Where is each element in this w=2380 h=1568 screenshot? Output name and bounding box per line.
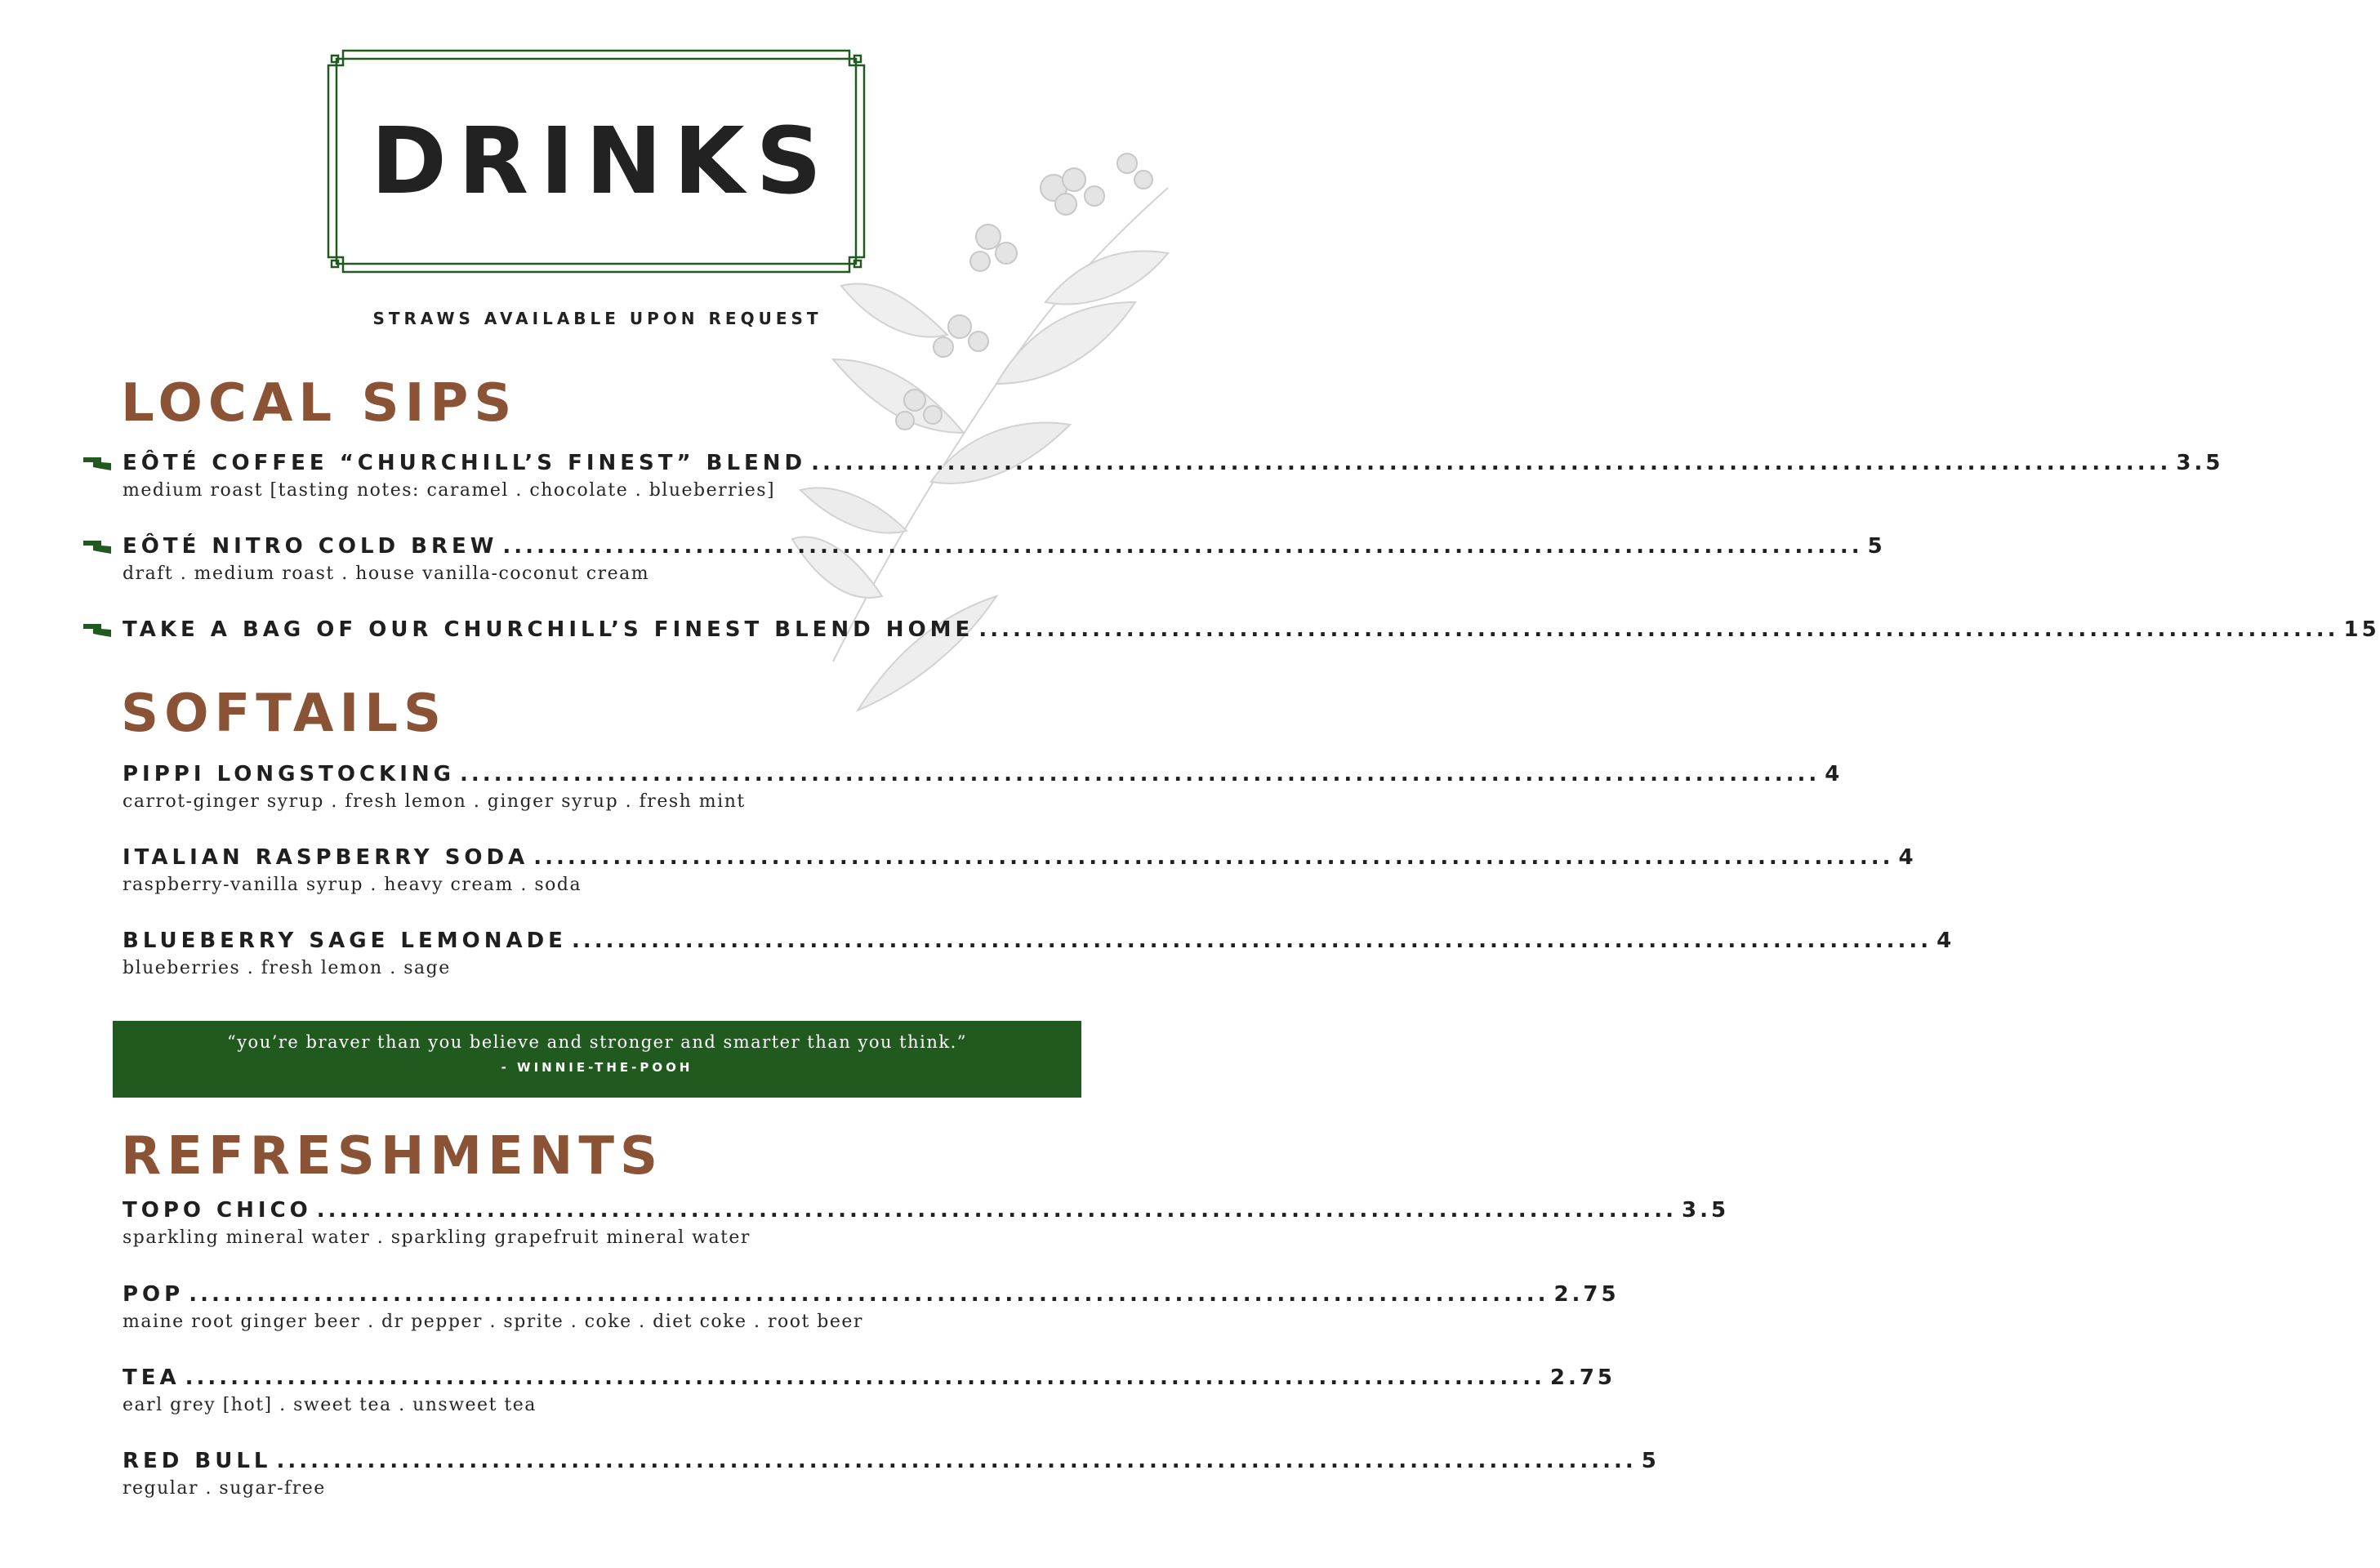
item-price: 4 <box>1825 762 1843 786</box>
oklahoma-flag-icon <box>83 622 111 639</box>
item-description: draft . medium roast . house vanilla-coconut cream <box>123 564 650 584</box>
item-description: raspberry-vanilla syrup . heavy cream . soda <box>123 875 582 895</box>
menu-item <box>123 845 1917 895</box>
dot-leader: ........................................................................................................................ <box>189 1282 1549 1307</box>
menu-item <box>123 1282 1620 1332</box>
menu-item <box>123 1365 1616 1415</box>
dot-leader: ........................................................................................................................ <box>185 1365 1545 1390</box>
item-description: earl grey [hot] . sweet tea . unsweet tea <box>123 1395 537 1415</box>
oklahoma-flag-icon <box>83 539 111 555</box>
dot-leader: ........................................................................................................................ <box>316 1198 1677 1223</box>
dot-leader: ........................................................................................................................ <box>276 1449 1637 1473</box>
item-price: 5 <box>1867 534 1886 559</box>
straws-note: STRAWS AVAILABLE UPON REQUEST <box>372 309 822 328</box>
item-name: TAKE A BAG OF OUR CHURCHILL’S FINEST BLEND HOME <box>123 617 974 642</box>
menu-item <box>123 929 1955 978</box>
quote-text: “you’re braver than you believe and stronger and smarter than you think.” <box>226 1032 968 1052</box>
item-price: 4 <box>1898 845 1917 870</box>
item-price: 5 <box>1641 1449 1660 1473</box>
quote-banner <box>113 1021 1081 1098</box>
menu-item <box>123 762 1843 812</box>
item-description: regular . sugar-free <box>123 1478 326 1499</box>
item-name: EÔTÉ NITRO COLD BREW <box>123 534 498 559</box>
item-name: RED BULL <box>123 1449 272 1473</box>
item-price: 2.75 <box>1549 1365 1616 1390</box>
menu-item <box>123 1198 1730 1248</box>
item-description: blueberries . fresh lemon . sage <box>123 958 451 978</box>
item-name: ITALIAN RASPBERRY SODA <box>123 845 529 870</box>
item-name: TOPO CHICO <box>123 1198 312 1223</box>
dot-leader: ........................................................................................................................ <box>533 845 1894 870</box>
dot-leader: ........................................................................................................................ <box>502 534 1863 559</box>
dot-leader: ........................................................................................................................ <box>978 617 2339 642</box>
item-name: TEA <box>123 1365 181 1390</box>
page-title: DRINKS <box>370 108 834 215</box>
section-heading-refreshments: REFRESHMENTS <box>121 1126 664 1187</box>
item-price: 15 <box>2343 617 2380 642</box>
dot-leader: ........................................................................................................................ <box>571 929 1932 953</box>
menu-item <box>123 451 2224 501</box>
dot-leader: ........................................................................................................................ <box>459 762 1821 786</box>
item-price: 3.5 <box>2176 451 2224 475</box>
item-name: BLUEBERRY SAGE LEMONADE <box>123 929 567 953</box>
dot-leader: ........................................................................................................................ <box>811 451 2172 475</box>
section-heading-local-sips: LOCAL SIPS <box>121 373 518 434</box>
item-description: medium roast [tasting notes: caramel . chocolate . blueberries] <box>123 480 776 501</box>
item-description: maine root ginger beer . dr pepper . sprite . coke . diet coke . root beer <box>123 1312 863 1332</box>
quote-attribution: - WINNIE-THE-POOH <box>501 1060 693 1075</box>
item-price: 4 <box>1937 929 1955 953</box>
menu-item <box>123 1449 1660 1499</box>
item-price: 2.75 <box>1553 1282 1620 1307</box>
item-name: EÔTÉ COFFEE “CHURCHILL’S FINEST” BLEND <box>123 451 807 475</box>
item-description: sparkling mineral water . sparkling grapefruit mineral water <box>123 1227 751 1248</box>
item-description: carrot-ginger syrup . fresh lemon . ginger syrup . fresh mint <box>123 791 746 812</box>
section-heading-softails: SOFTAILS <box>121 684 448 744</box>
menu-item <box>123 617 2380 644</box>
menu-item <box>123 534 1886 584</box>
item-name: PIPPI LONGSTOCKING <box>123 762 455 786</box>
oklahoma-flag-icon <box>83 456 111 472</box>
item-price: 3.5 <box>1681 1198 1730 1223</box>
item-name: POP <box>123 1282 185 1307</box>
